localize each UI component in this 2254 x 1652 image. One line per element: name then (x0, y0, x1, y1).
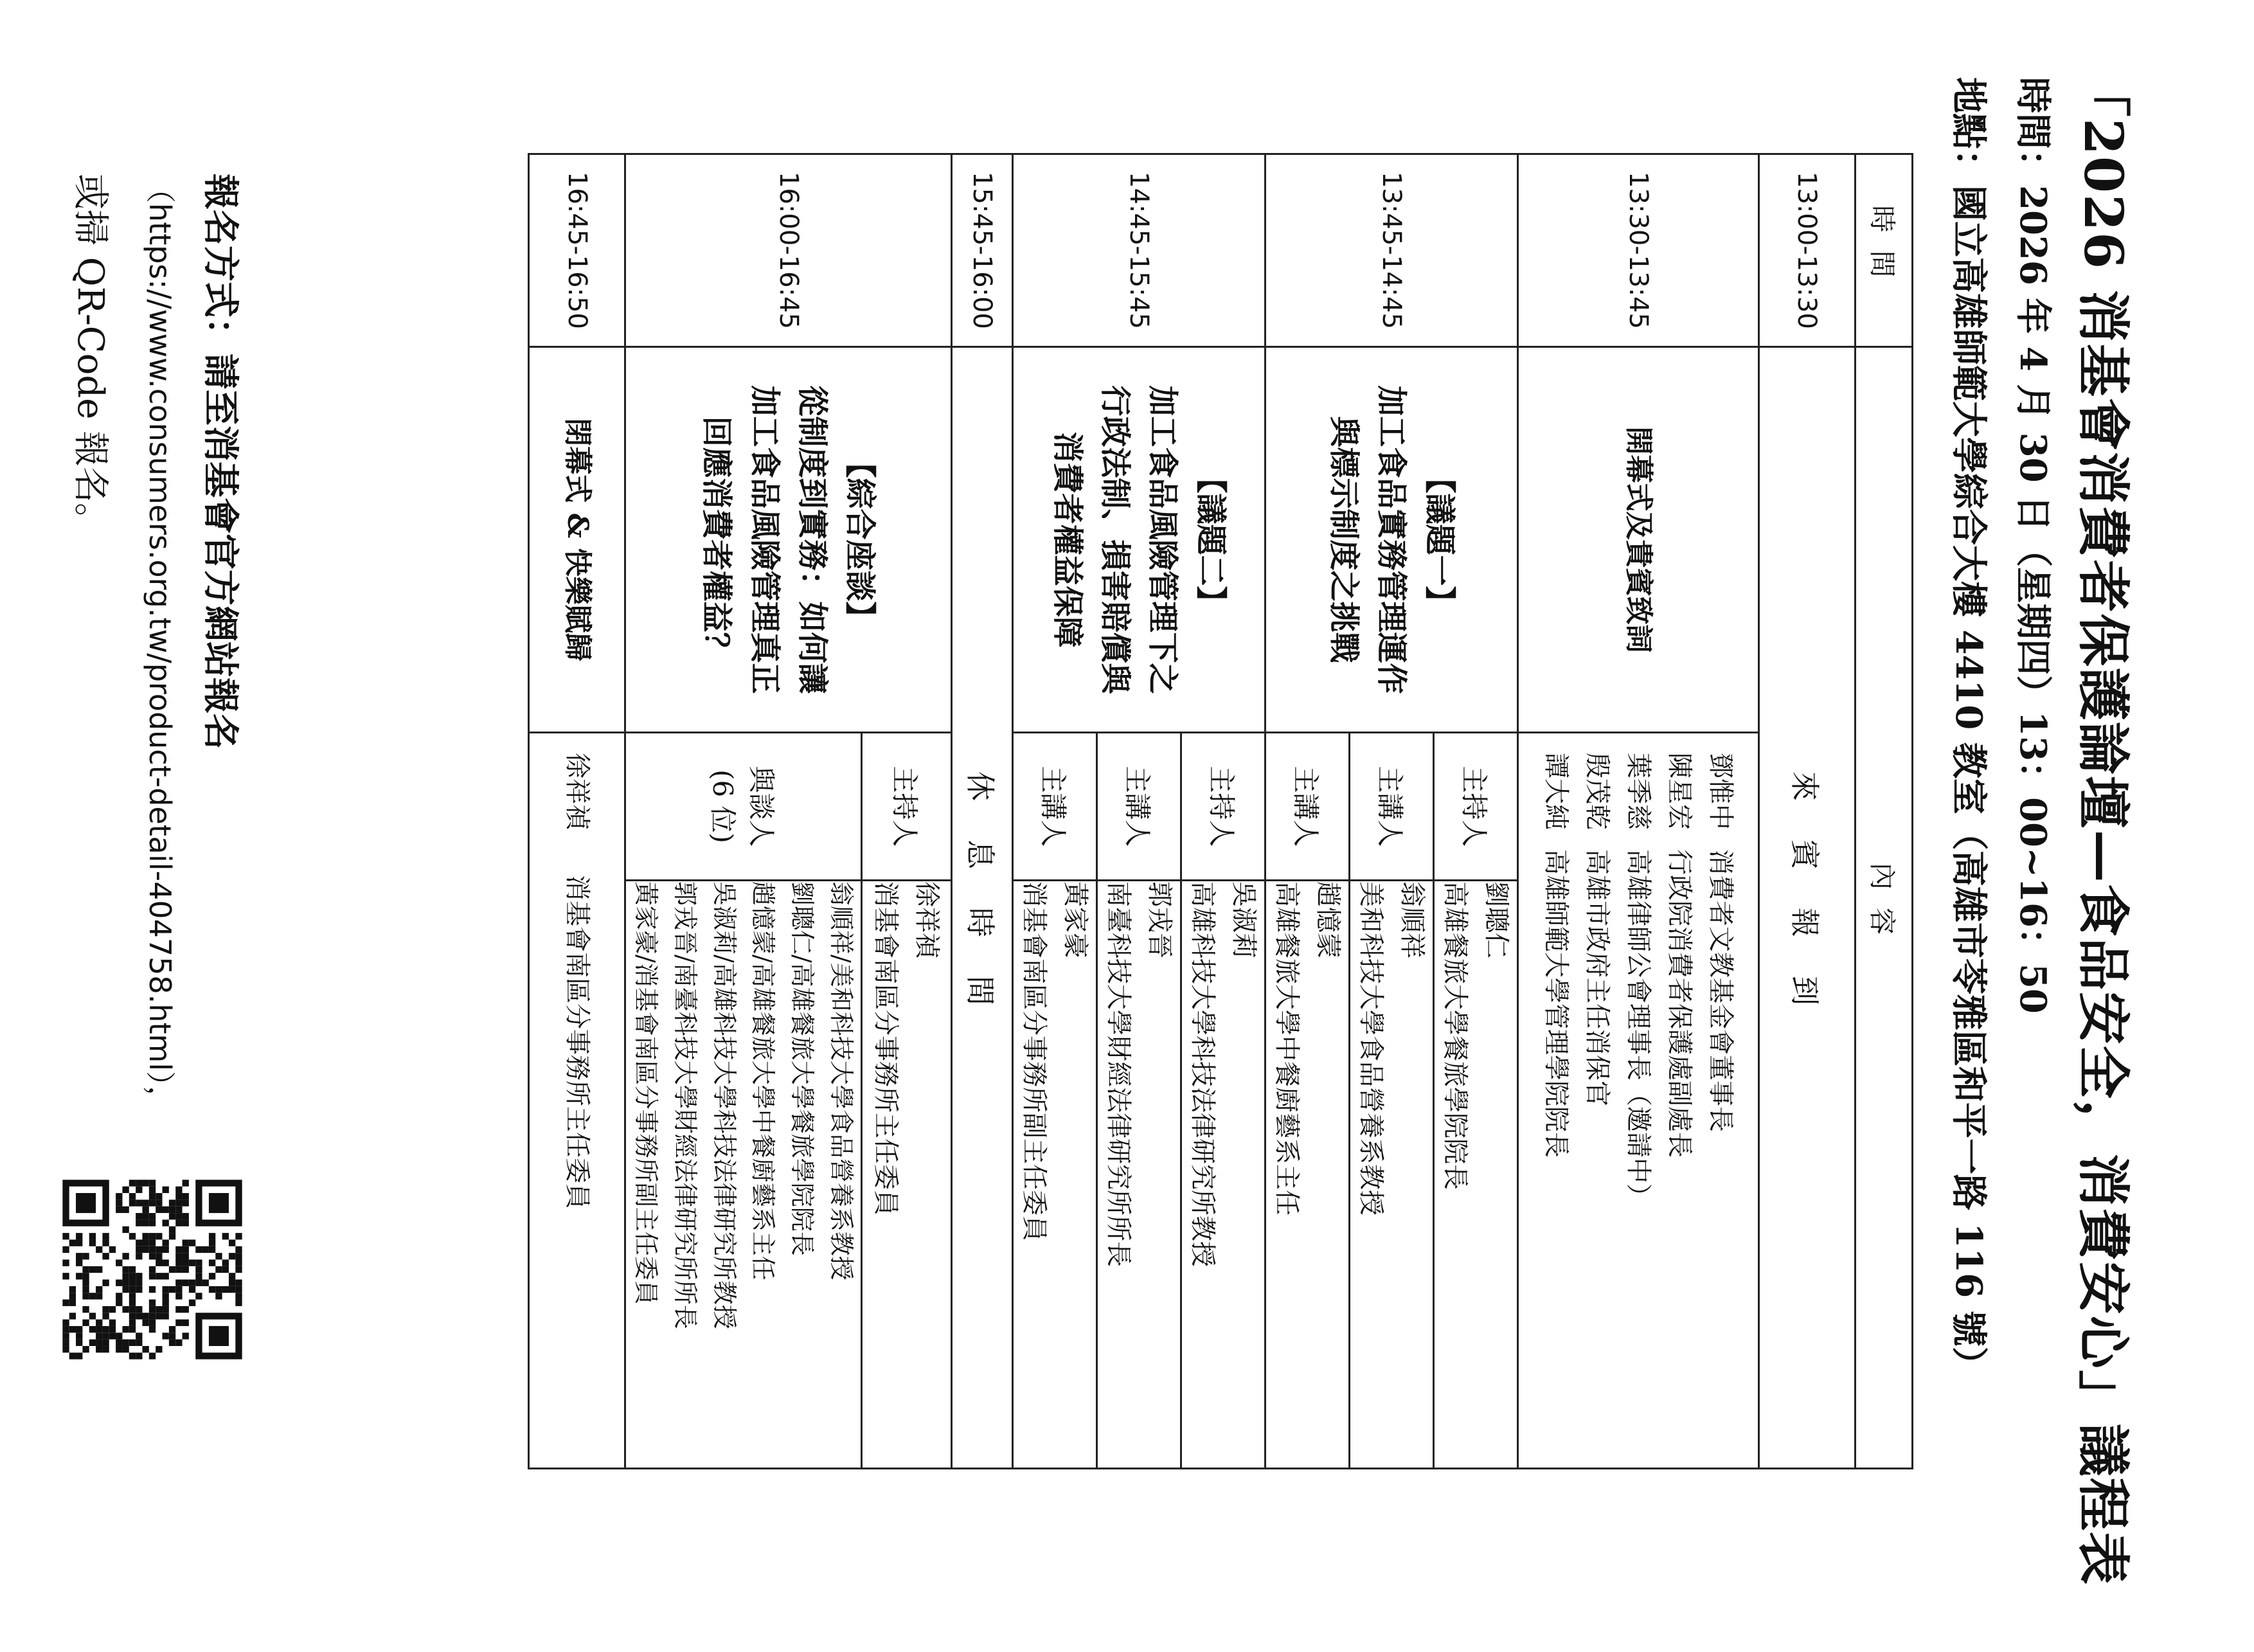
row-label: 休息時間 (952, 347, 1013, 1469)
header-content: 內容 (1856, 347, 1913, 1469)
list-item: 譚大純高雄師範大學管理學院院長 (1541, 753, 1571, 1158)
row-topic: 【議題二】 加工食品風險管理下之 行政法制、損害賠償與 消費者權益保障 (1013, 347, 1266, 733)
guest-info: 劉聰仁 高雄餐旅大學餐旅學院院長 (1434, 881, 1518, 1469)
role-label: 與談人 (6 位) (625, 733, 862, 881)
table-row (1518, 154, 1759, 1469)
list-item: 殷茂乾高雄市政府主任消保官 (1582, 753, 1612, 1106)
row-time: 13:00-13:30 (1759, 154, 1856, 347)
list-item: 黃家豪/消基會南區分事務所副主任委員 (632, 881, 661, 1305)
table-row (862, 154, 952, 1469)
row-time: 16:00-16:45 (625, 154, 952, 347)
row-time: 13:30-13:45 (1518, 154, 1759, 347)
row-time: 13:45-14:45 (1266, 154, 1518, 347)
table-row (952, 154, 1013, 1469)
row-topic: 【議題一】 加工食品實務管理運作 與標示制度之挑戰 (1266, 347, 1518, 733)
row-topic: 閉幕式 & 快樂賦歸 (529, 347, 625, 733)
role-label: 主持人 (1181, 733, 1266, 881)
guest-info: 黃家豪 消基會南區分事務所副主任委員 (1013, 881, 1097, 1469)
table-row (1759, 154, 1856, 1469)
role-label: 主講人 (1266, 733, 1350, 881)
guest-list (1518, 733, 1759, 1469)
registration-qr-note: 或掃 QR-Code 報名。 (69, 174, 111, 539)
header-time: 時間 (1856, 154, 1913, 347)
row-time: 15:45-16:00 (952, 154, 1013, 347)
qr-code-icon[interactable] (56, 1173, 249, 1366)
event-time: 時間：2026 年 4 月 30 日（星期四）13：00~16：50 (2012, 77, 2054, 1014)
guest-info: 徐祥禎消基會南區分事務所主任委員 (529, 733, 625, 1469)
guest-info: 翁順祥 美和科技大學食品營養系教授 (1350, 881, 1434, 1469)
registration-method: 報名方式：請至消基會官方網站報名 (199, 174, 242, 750)
table-row (529, 154, 625, 1469)
row-label: 來賓報到 (1759, 347, 1856, 1469)
page-title: 「2026 消基會消費者保護論壇—食品安全，消費安心」議程表 (2072, 64, 2134, 1586)
agenda-table (528, 153, 1913, 1469)
panel-list (625, 881, 862, 1469)
guest-info: 徐祥禎 消基會南區分事務所主任委員 (862, 881, 952, 1469)
list-item: 劉聰仁/高雄餐旅大學餐旅學院院長 (788, 881, 817, 1256)
role-label: 主持人 (1434, 733, 1518, 881)
list-item: 葉季慈高雄律師公會理事長（邀請中） (1623, 753, 1653, 1209)
registration-url[interactable]: （https://www.consumers.org.tw/product-detail-404758.html）， (143, 174, 177, 1116)
list-item: 陳星宏行政院消費者保護處副處長 (1665, 753, 1694, 1158)
role-label: 主講人 (1350, 733, 1434, 881)
role-label: 主講人 (1013, 733, 1097, 881)
event-place: 地點：國立高雄師範大學綜合大樓 4410 教室（高雄市苓雅區和平一路 116 號） (1947, 77, 1990, 1383)
table-row (1181, 154, 1266, 1469)
row-topic: 開幕式及貴賓致詞 (1518, 347, 1759, 733)
row-time: 16:45-16:50 (529, 154, 625, 347)
list-item: 鄧惟中消費者文教基金會董事長 (1706, 753, 1735, 1132)
table-header-row (1856, 154, 1913, 1469)
row-time: 14:45-15:45 (1013, 154, 1266, 347)
guest-info: 趙憶蒙 高雄餐旅大學中餐廚藝系主任 (1266, 881, 1350, 1469)
guest-info: 吳淑莉 高雄科技大學科技法律研究所教授 (1181, 881, 1266, 1469)
row-topic: 【綜合座談】 從制度到實務：如何讓 加工食品風險管理真正 回應消費者權益？ (625, 347, 952, 733)
role-label: 主持人 (862, 733, 952, 881)
list-item: 吳淑莉/高雄科技大學科技法律研究所教授 (710, 881, 738, 1329)
list-item: 翁順祥/美和科技大學食品營養系教授 (827, 881, 855, 1280)
role-label: 主講人 (1097, 733, 1181, 881)
guest-info: 郭戎晉 南臺科技大學財經法律研究所所長 (1097, 881, 1181, 1469)
list-item: 趙憶蒙/高雄餐旅大學中餐廚藝系主任 (749, 881, 778, 1280)
table-row (1434, 154, 1518, 1469)
list-item: 郭戎晉/南臺科技大學財經法律研究所所長 (670, 881, 699, 1329)
